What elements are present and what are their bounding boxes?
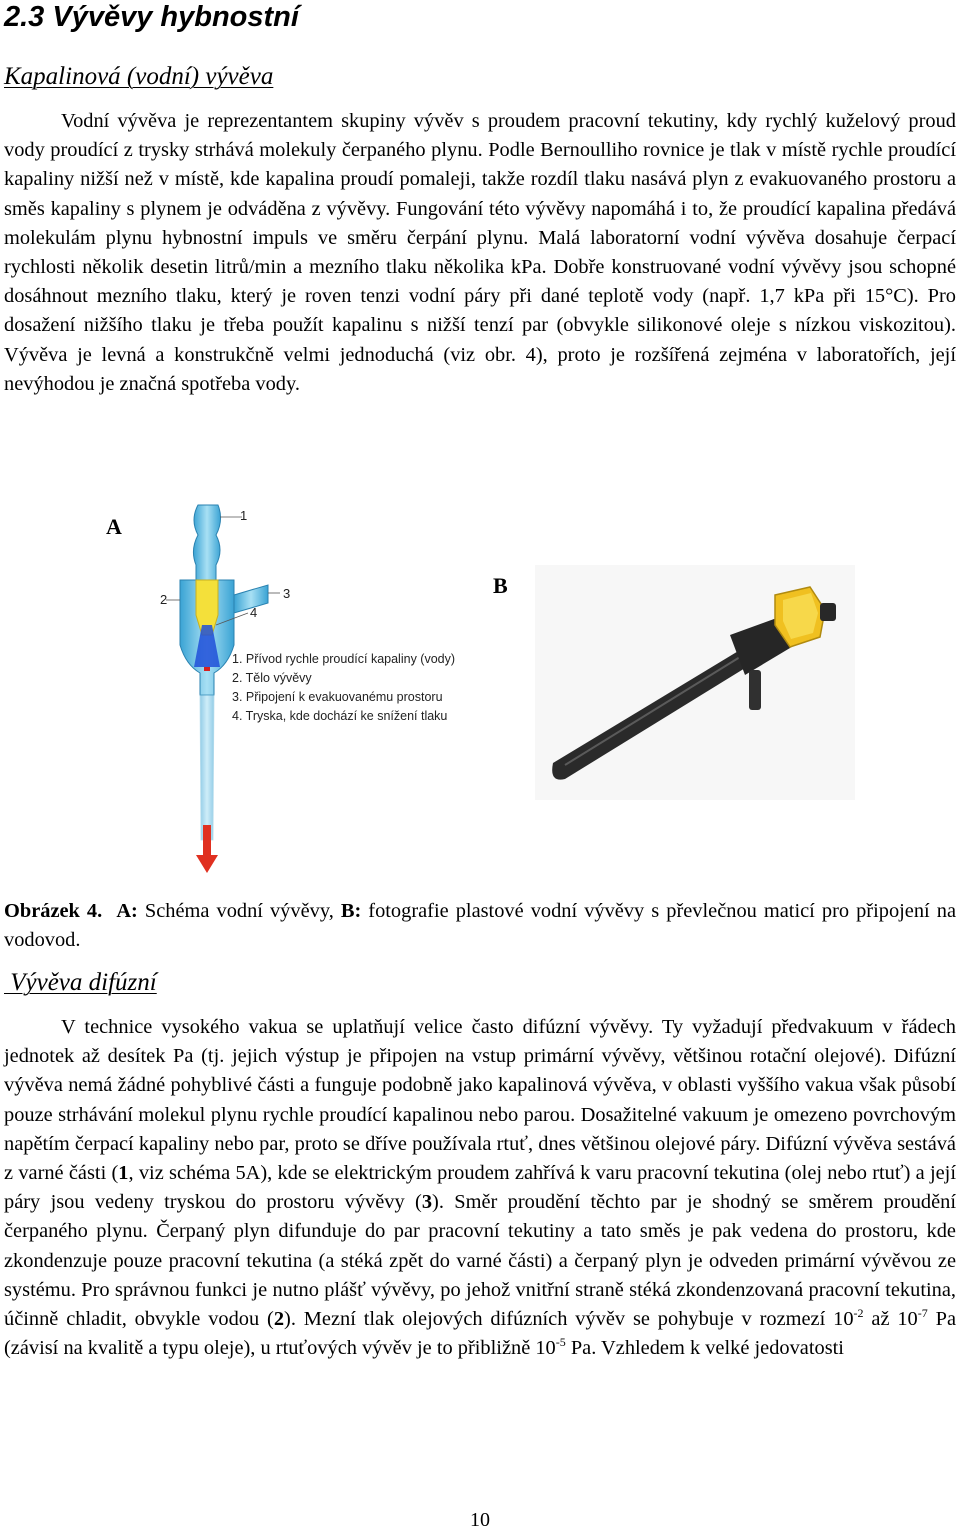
bold-ref: 3 (421, 1191, 433, 1214)
figure-label-a: A (106, 514, 122, 539)
paragraph-water-pump: Vodní vývěva je reprezentantem skupiny vývěv s proudem pracovní tekutiny, kdy rychlý kuželový proud vody proudící z trysky strhává molekuly čerpaného plynu. Podle Bernoulliho rovnice je tlak v místě rychle proudící kapaliny nižší než v místě, kde kapalina proudí pomaleji, takže rozdíl tlaku nasává plyn z evakuovaného prostoru a směs kapaliny s plynem je odváděna z vývěvy. Fungování této vývěvy napomáhá i to, že proudící kapalina předává molekulám plynu hybnostní impuls ve směru čerpání plynu. Malá laboratorní vodní vývěva dosahuje čerpací rychlosti několik desetin litrů/min a mezního tlaku několika kPa. Dobře konstruované vodní vývěvy jsou schopné dosáhnout mezního tlaku, který je roven tenzi vodní páry při dané teplotě vody (např. 1,7 kPa při 15°C). Pro dosažení nižšího tlaku je třeba použít kapalinu s nižší tenzí par (obvykle silikonové oleje s nízkou viskozitou). Vývěva je levná a konstrukčně velmi jednoduchá (viz obr. 4), proto je rozšířená zejména v laboratořích, její nevýhodou je značná spotřeba vody. (4, 110, 956, 395)
schematic-number-4: 4 (250, 605, 258, 620)
caption-b-label: B: (340, 900, 362, 922)
paragraph-diffusion-pump (4, 1013, 956, 1363)
exponent: -2 (853, 1306, 864, 1321)
bold-ref: 2 (273, 1308, 285, 1331)
text-run: Pa (závisí na kvalitě a typu oleje), u rtuťových vývěv je to přibližně 10 (4, 1308, 956, 1360)
caption-a-label: A: (116, 900, 138, 922)
text-run: ). Mezní tlak olejových difúzních vývěv se pohybuje v rozmezí 10 (284, 1308, 854, 1331)
legend-item: 4. Tryska, kde dochází ke snížení tlaku (232, 709, 448, 723)
legend-item: 2. Tělo vývěvy (232, 671, 312, 685)
caption-b-text: fotografie plastové vodní vývěvy s převlečnou maticí pro připojení na vodovod. (4, 900, 957, 952)
text-run: V technice vysokého vakua se uplatňují velice často difúzní vývěvy. Ty vyžadují předvakuum v řádech jednotek až desítek Pa (tj. jejich výstup je připojen na vstup primární vývěvy, většinou rotační olejové). Difúzní vývěva nemá žádné pohyblivé části a funguje podobně jako kapalinová vývěva, v oblasti vyššího vakua však působí pouze strhávání molekul plynu rychle proudící kapalinou nebo parou. Dosažitelné vakuum je omezeno povrchovým napětím čerpací kapaliny nebo par, proto se dříve používala rtuť, dnes většinou olejové páry. Difúzní vývěva sestává z varné části ( (4, 1016, 956, 1185)
caption-a-text: Schéma vodní vývěvy, (137, 900, 341, 922)
inlet-tube (193, 505, 220, 580)
caption-prefix: Obrázek 4. (4, 900, 103, 922)
figure-label-b: B (493, 573, 508, 598)
subsection-title-diffusion-pump: Vývěva difúzní (4, 969, 157, 996)
text-run: až 10 (863, 1308, 918, 1331)
text-run: Pa. Vzhledem k velké jedovatosti (565, 1337, 844, 1360)
page-number: 10 (470, 1509, 490, 1531)
flow-arrow (196, 825, 218, 873)
legend-item: 1. Přívod rychle proudící kapaliny (vody) (232, 652, 456, 666)
section-title: 2.3 Vývěvy hybnostní (4, 1, 299, 33)
schematic-number-2: 2 (160, 592, 168, 607)
side-port (749, 670, 761, 710)
text-run: ). Směr proudění těchto par je shodný se směrem proudění čerpaného plynu. Čerpaný plyn difunduje do par pracovní tekutiny a tato směs je pak vedena do prostoru, kde zkondenzuje pouze pracovní tekutina (a stéká zpět do varné části) a čerpaný plyn je odveden primární vývěvou ze systému. Pro správnou funkci je nutno plášť vývěvy, po jehož vnitřní straně stéká zkondenzovaná pracovní tekutina, účinně chladit, obvykle vodou ( (4, 1191, 956, 1331)
outlet-tube (200, 695, 214, 840)
water-pump-photo (535, 565, 855, 800)
exponent: -5 (555, 1335, 566, 1350)
schematic-legend (232, 650, 455, 726)
schematic-number-1: 1 (240, 508, 248, 523)
text-run: , viz schéma 5A), kde se elektrickým proudem zahřívá k varu pracovní tekutina (olej nebo rtuť) a její páry jsou vedeny tryskou do prostoru vývěvy ( (4, 1162, 956, 1214)
bold-ref: 1 (118, 1162, 129, 1185)
exponent: -7 (917, 1306, 928, 1321)
schematic-number-3: 3 (283, 586, 291, 601)
legend-item: 3. Připojení k evakuovanému prostoru (232, 690, 443, 704)
subsection-title-water-pump: Kapalinová (vodní) vývěva (4, 63, 274, 90)
figure-caption (4, 897, 956, 955)
